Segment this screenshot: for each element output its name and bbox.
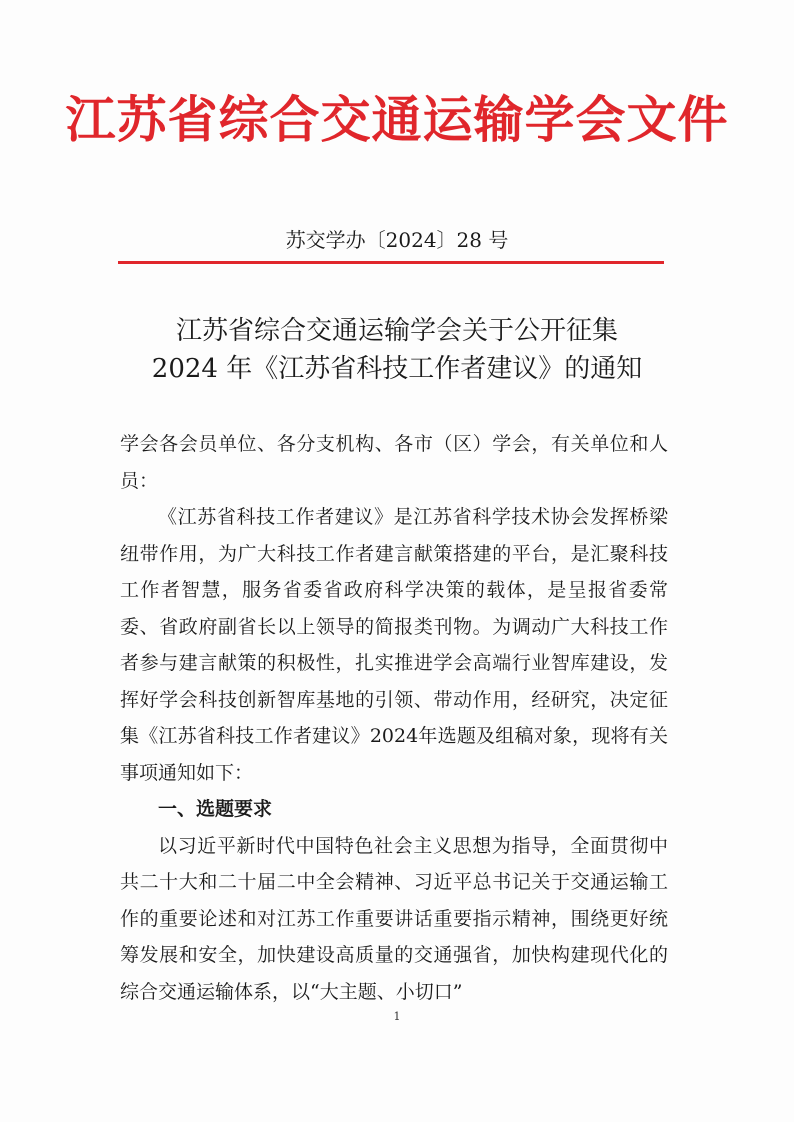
page-number: 1 (393, 1010, 401, 1023)
salutation: 学会各会员单位、各分支机构、各市（区）学会，有关单位和人员： (120, 433, 668, 492)
notice-body (120, 426, 668, 1010)
notice-title-line-2: 2024 年《江苏省科技工作者建议》的通知 (151, 354, 643, 384)
section-heading-topic-requirements: 一、选题要求 (158, 798, 273, 820)
notice-title (0, 312, 794, 388)
body-paragraph-2: 以习近平新时代中国特色社会主义思想为指导，全面贯彻中共二十大和二十届二中全会精神、习近平总书记关于交通运输工作的重要论述和对江苏工作重要讲话重要指示精神，围绕更好统筹发展和安全，加快建设高质量的交通强省，加快构建现代化的综合交通运输体系，以“大主题、小切口” (120, 834, 668, 1003)
body-paragraph-1: 《江苏省科技工作者建议》是江苏省科学技术协会发挥桥梁纽带作用，为广大科技工作者建言献策搭建的平台，是汇聚科技工作者智慧，服务省委省政府科学决策的载体，是呈报省委常委、省政府副省长以上领导的简报类刊物。为调动广大科技工作者参与建言献策的积极性，扎实推进学会高端行业智库建设，发挥好学会科技创新智库基地的引领、带动作用，经研究，决定征集《江苏省科技工作者建议》2024年选题及组稿对象，现将有关事项通知如下： (120, 506, 668, 784)
red-divider-line (118, 261, 664, 264)
notice-title-line-1: 江苏省综合交通运输学会关于公开征集 (175, 316, 618, 346)
document-number: 苏交学办〔2024〕28 号 (285, 228, 509, 252)
masthead-title: 江苏省综合交通运输学会文件 (65, 90, 729, 149)
